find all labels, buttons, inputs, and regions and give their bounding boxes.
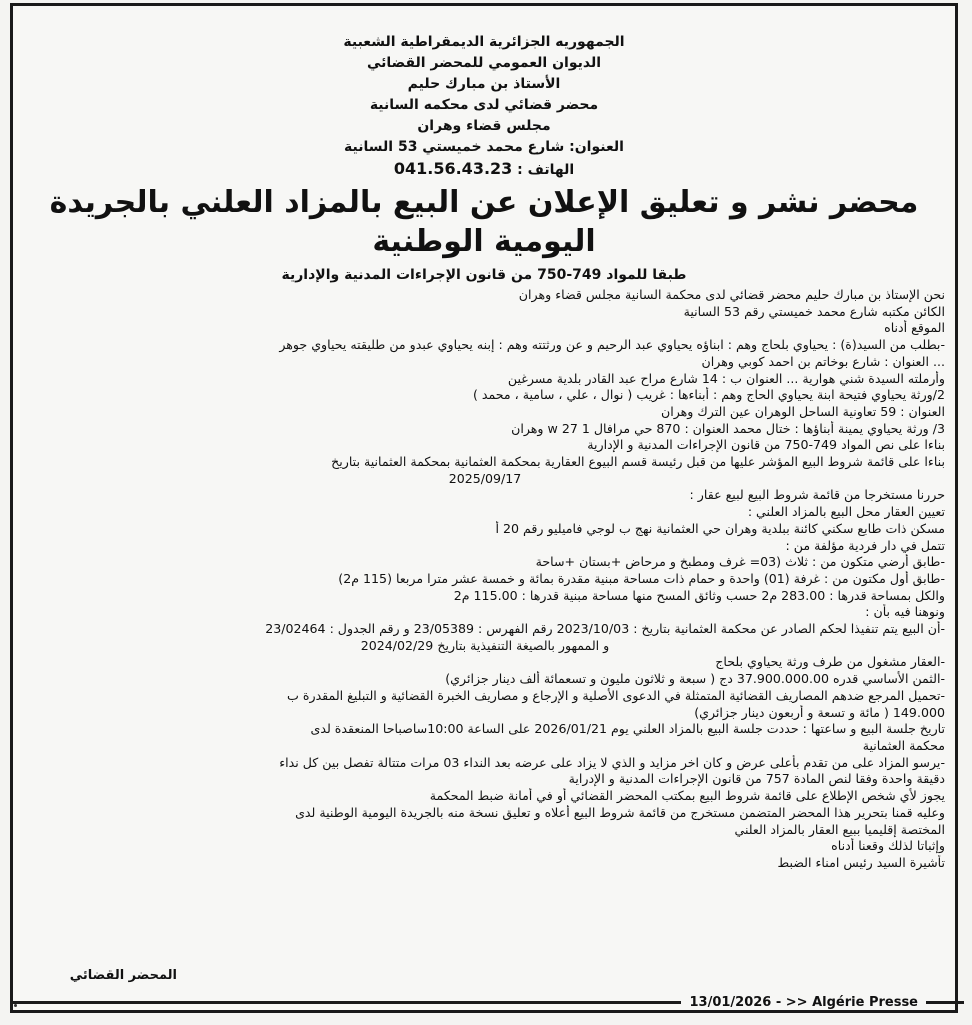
body-line: -طابق أرضي متكون من : ثلاث (03= غرف ومطبخ و مرحاض +بستان +ساحة (535, 554, 945, 570)
body-line: بناءا على نص المواد 749-750 من قانون الإجراءات المدنية و الإدارية (587, 437, 945, 453)
body-line: -طابق أول مكتون من : غرفة (01) واحدة و حمام ذات مساحة مبنية مقدرة بمائة و خمسة عشر مترا مربعا (115 م2) (338, 570, 945, 586)
notice-subtitle: طبقا للمواد 749-750 من قانون الإجراءات المدنية والإدارية (281, 267, 687, 283)
body-line: العنوان : 59 تعاونية الساحل الوهران عين الترك وهران (660, 403, 945, 419)
council-line: مجلس قضاء وهران (417, 118, 551, 134)
body-line: محكمة العثمانية (862, 737, 945, 753)
body-line: -بطلب من السيد(ة) : يحياوي بلحاج وهم : ابناؤه يحياوي عبد الرحيم و عن ورثتته وهم : إبنه يحياوي عبدو من طليقته يحياوي جوهر (279, 337, 945, 353)
body-line: الموقع أدناه (884, 320, 945, 336)
notice-frame (10, 3, 958, 1013)
body-line: وإثباتا لذلك وقعنا أدناه (831, 838, 945, 854)
body-line: نحن الإستاذ بن مبارك حليم محضر قضائي لدى محكمة السانية مجلس قضاء وهران (518, 287, 945, 302)
newspaper-footer (10, 992, 964, 1012)
republic-line: الجمهوريه الجزائرية الديمقراطية الشعبية (343, 34, 625, 50)
footer-rule-end (926, 1001, 964, 1004)
phone-line (13, 158, 955, 181)
body-line: دقيقة واحدة وفقا لنص المادة 757 من قانون الإجراءات المدنية و الإدراية (568, 771, 945, 787)
letterhead (13, 32, 955, 181)
court-line: محضر قضائي لدى محكمه السانية (369, 97, 599, 113)
footer-date-source: 13/01/2026 - >> Algérie Presse (689, 994, 918, 1010)
body-line: تأشيرة السيد رئيس امناء الضبط (777, 854, 945, 870)
address-line: العنوان: شارع محمد خميستي 53 السانية (344, 139, 624, 155)
body-line: حررنا مستخرجا من قائمة شروط البيع لبيع عقار : (689, 487, 945, 503)
body-line: تاريخ جلسة البيع و ساعتها : حددت جلسة البيع بالمزاد العلني يوم 2026/01/21 على الساعة 10:00ساصباحا المنعقدة لدى (310, 721, 945, 737)
body-line: تتمل في دار فردية مؤلفة من : (785, 537, 945, 553)
body-line: وعليه قمنا بتحرير هذا المحضر المتضمن مستخرج من قائمة شروط البيع أعلاه و تعليق نسخة منه بالجريدة اليومية الوطنية لدى (295, 804, 945, 820)
body-line: والكل بمساحة قدرها : 283.00 م2 حسب وثائق المسح منها مساحة مبنية قدرها : 115.00 م2 (453, 587, 945, 603)
body-line: تعيين العقار محل البيع بالمزاد العلني : (747, 504, 945, 520)
body-line: ونوهنا فيه بأن : (865, 604, 945, 620)
phone-label: الهاتف : (517, 162, 575, 178)
body-line: -العقار مشغول من طرف ورثة يحياوي بلحاج (715, 654, 945, 670)
body-line: يجوز لأي شخص الإطلاع على قائمة شروط البيع بمكتب المحضر القضائي أو في أمانة ضبط المحكمة (429, 788, 945, 804)
body-line: 2/ورثة يحياوي فتيحة ابنة يحياوي الحاج وهم : أبناءها : غريب ( نوال ، علي ، سامية ، محمد ) (472, 387, 945, 403)
footer-rule (10, 1001, 681, 1004)
body-line: بناءا على قائمة شروط البيع المؤشر عليها من قبل رئيسة قسم البيوع العقارية بمحكمة العثمانية بمحكمة العثمانية بتاريخ (331, 454, 945, 470)
body-line: 149.000 ( مائة و تسعة و أربعون دينار جزائري) (694, 704, 945, 720)
notice-title: محضر نشر و تعليق الإعلان عن البيع بالمزاد العلني بالجريدة اليومية الوطنية (49, 185, 919, 259)
body-line: ... العنوان : شارع بوخاتم بن احمد كوبي وهران (701, 353, 945, 369)
bailiff-name: الأستاذ بن مبارك حليم (407, 76, 561, 92)
body-line: الكائن مكتبه شارع محمد خميستي رقم 53 السانية (683, 303, 945, 319)
body-line: مسكن ذات طابع سكني كائنة ببلدية وهران حي العثمانية نهج ب لوجي فاميليو رقم 20 أ (495, 520, 945, 536)
office-line: الديوان العمومي للمحضر القضائي (366, 55, 602, 71)
body-line: و الممهور بالصيغة التنفيذية بتاريخ 2024/02/29 (360, 637, 610, 653)
body-line: -تحميل المرجع ضدهم المصاريف القضائية المتمثلة في الدعوى الأصلية و الإرجاع و مصاريف الخبرة القضائية و التبليغ المقدرة ب (287, 687, 945, 703)
body-line: -أن البيع يتم تنفيذا لحكم الصادر عن محكمة العثمانية بتاريخ : 2023/10/03 رقم الفهرس : 23/05389 و رقم الجدول : 23/02464 (265, 621, 945, 637)
body-line: المختصة إقليميا ببيع العقار بالمزاد العلني (734, 821, 945, 837)
body-line: 3/ ورثة يحياوي يمينة أبناؤها : ختال محمد العنوان : 870 حي مرافال 1 w 27 وهران (511, 420, 945, 436)
notice-body (13, 287, 955, 872)
body-line: 2025/09/17 (448, 470, 522, 486)
body-line: -الثمن الأساسي قدره 37.900.000.00 دج ( سبعة و ثلاثون مليون و تسعمائة ألف دينار جزائري) (445, 671, 945, 687)
body-line: وأرملته السيدة شني هوارية ... العنوان ب : 14 شارع مراح عبد القادر بلدية مسرغين (507, 370, 945, 386)
body-line: -يرسو المزاد على من تقدم بأعلى عرض و كان اخر مزايد و الذي لا يزاد على عرضه بعد النداء 03 مرات متتالة تفصل بين كل نداء (279, 754, 945, 770)
phone-number: 041.56.43.23 (393, 159, 513, 178)
bailiff-signature-label: المحضر القضائي (69, 968, 177, 983)
